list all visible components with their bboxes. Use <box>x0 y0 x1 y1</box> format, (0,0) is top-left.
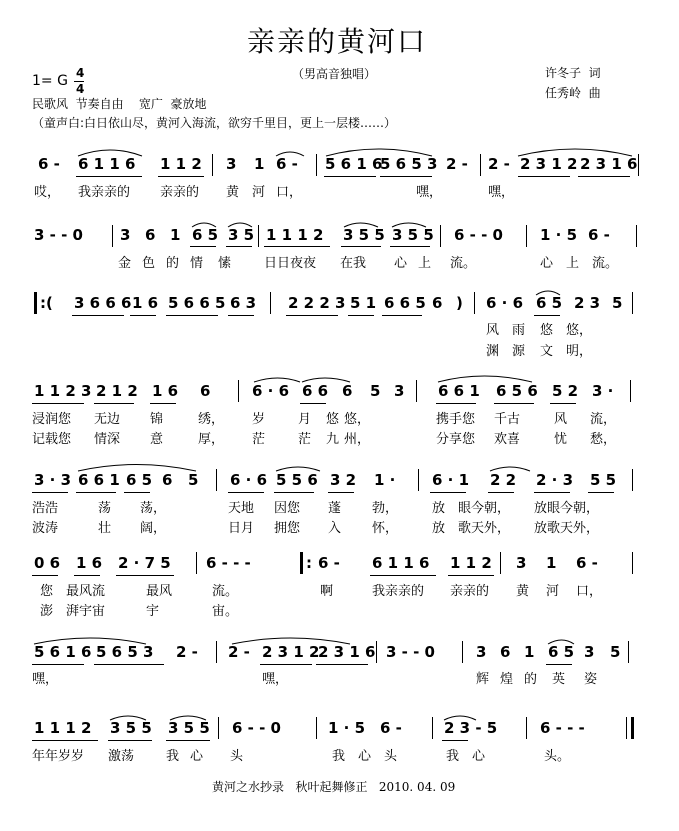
notes: 5 6 1 6 <box>325 155 383 173</box>
slur <box>518 149 632 156</box>
lyric: 天地 <box>228 501 255 516</box>
notes: 2 3 - 5 <box>444 719 498 737</box>
slur <box>302 378 350 382</box>
lyric: 嘿， <box>416 185 443 200</box>
transcription-credit: 黄河之水抄录 秋叶起舞修正 2010. 04. 09 <box>212 780 456 794</box>
lyric: 浩浩 <box>32 501 59 516</box>
lyric: 阔， <box>140 521 167 536</box>
lyric: 文 <box>540 344 554 359</box>
performance-direction: 民歌风 节奏自由 宽广 豪放地 <box>32 97 207 111</box>
notes: 1 6 <box>152 382 179 400</box>
lyric: 心 <box>394 256 408 271</box>
notes: 2 - <box>176 643 198 661</box>
lyric: 愁， <box>590 432 617 447</box>
lyric: 放眼今朝， <box>534 501 600 516</box>
notes: 6 1 1 6 <box>372 554 430 572</box>
key-signature: 1= G <box>32 73 68 89</box>
lyric: 河 <box>546 584 560 599</box>
notes: 6 5 <box>548 643 575 661</box>
lyric: 流。 <box>450 256 477 271</box>
lyric: 头 <box>384 749 398 764</box>
segno-dots: : <box>306 554 312 572</box>
lyric: 嘿， <box>32 672 59 687</box>
notes: 6 <box>145 226 156 244</box>
slur <box>254 378 300 382</box>
notes: 6 5 <box>192 226 219 244</box>
notes: 2 3 1 6 <box>318 643 376 661</box>
notes: 3 5 5 <box>343 226 385 244</box>
lyric: 浸润您 <box>32 412 72 427</box>
notes: 5 <box>610 643 621 661</box>
notes: 1 1 2 <box>450 554 492 572</box>
notes: 6 <box>200 382 211 400</box>
lyric: 头 <box>230 749 244 764</box>
notes: 5 6 5 3 <box>96 643 154 661</box>
lyric: 歌天外， <box>458 521 511 536</box>
lyric: 入 <box>328 521 342 536</box>
lyric: 放 <box>432 521 446 536</box>
notes: 1 1 1 2 <box>34 719 92 737</box>
lyric: 我亲亲的 <box>372 584 425 599</box>
subtitle: （男高音独唱） <box>292 67 377 81</box>
lyric: 流。 <box>212 584 239 599</box>
lyric: 明， <box>566 344 593 359</box>
notes: 2 3 1 2 <box>520 155 578 173</box>
slur <box>392 223 426 227</box>
notes: 3 <box>516 554 527 572</box>
notes: 5 2 <box>552 382 579 400</box>
slur <box>192 223 216 227</box>
notes: 6 5 <box>536 294 563 312</box>
lyric: 厚， <box>198 432 225 447</box>
slur <box>548 640 574 644</box>
notes: 6 6 5 <box>384 294 426 312</box>
notes: 6 1 1 6 <box>78 155 136 173</box>
time-sig-bottom: 4 <box>76 82 85 96</box>
notes: 6 3 <box>230 294 257 312</box>
notes: 3 - - 0 <box>34 226 83 244</box>
lyric: 蓬 <box>328 501 342 516</box>
lyric: 嘿， <box>488 185 515 200</box>
notes: 6 <box>342 382 353 400</box>
notes: 6 - <box>588 226 610 244</box>
slur <box>110 716 146 720</box>
lyric: 情 <box>190 256 204 271</box>
notes: 6 - <box>38 155 60 173</box>
lyric: 黄 <box>226 185 240 200</box>
notes: 6 5 <box>126 471 153 489</box>
notes: 2 2 2 3 <box>288 294 346 312</box>
notes: 6 <box>500 643 511 661</box>
song-title: 亲亲的黄河口 <box>247 25 428 58</box>
notes: 3 2 <box>330 471 357 489</box>
lyric: 辉 <box>476 672 490 687</box>
lyric: 上 <box>418 256 432 271</box>
slur <box>490 467 530 471</box>
notes: 3 <box>584 643 595 661</box>
lyric: 英 <box>552 672 566 687</box>
notes: 2 1 2 <box>96 382 138 400</box>
notes: 6 · 6 <box>252 382 290 400</box>
lyric: 怀， <box>372 521 399 536</box>
notes: 5 6 5 3 <box>380 155 438 173</box>
notes: 6 <box>162 471 173 489</box>
lyric: 流， <box>590 412 617 427</box>
notes: 1 6 <box>76 554 103 572</box>
lyric: 雨 <box>512 323 526 338</box>
notes: 6 - - - <box>206 554 251 572</box>
lyric: 波涛 <box>32 521 59 536</box>
lyric: 情深 <box>94 432 121 447</box>
lyric: 茫 <box>252 432 266 447</box>
lyric: 啊 <box>320 584 334 599</box>
lyric: 悠 <box>540 323 554 338</box>
notes: 6 - - - <box>540 719 585 737</box>
lyric: 心 <box>190 749 204 764</box>
lyric: 金 <box>118 256 132 271</box>
lyric: 日月 <box>228 521 255 536</box>
lyric: 湃宇宙 <box>66 604 106 619</box>
slur <box>438 376 532 382</box>
lyric: 激荡 <box>108 749 135 764</box>
notes: 2 3 <box>574 294 601 312</box>
lyric: 九 <box>326 432 340 447</box>
slur <box>232 638 350 644</box>
lyric: 最风 <box>146 584 173 599</box>
slur <box>276 152 304 156</box>
lyric: 壮 <box>98 521 112 536</box>
notes: 3 6 6 6 <box>74 294 132 312</box>
notes: 1 · 5 <box>328 719 366 737</box>
lyric: 黄 <box>516 584 530 599</box>
notes: 6 5 6 <box>496 382 538 400</box>
lyric: 口， <box>576 584 603 599</box>
intro-narration: （童声白:白日依山尽，黄河入海流，欲穷千里目，更上一层楼……） <box>32 116 397 130</box>
notes: 6 6 <box>302 382 329 400</box>
lyric: 的 <box>166 256 180 271</box>
lyric: 宇 <box>146 604 160 619</box>
notes: 3 5 5 <box>110 719 152 737</box>
lyric: 澎 <box>40 604 54 619</box>
lyric: 眼今朝， <box>458 501 511 516</box>
notes: 2 · 3 <box>536 471 574 489</box>
lyric: 悠， <box>566 323 593 338</box>
notes: 2 2 <box>490 471 517 489</box>
notes: 6 <box>432 294 443 312</box>
lyric: 携手您 <box>436 412 476 427</box>
lyric: 锦 <box>150 412 164 427</box>
repeat-dots: :( <box>40 294 53 312</box>
lyric: 忧 <box>554 432 568 447</box>
composer-credit: 任秀岭 曲 <box>545 86 601 100</box>
slur <box>78 465 196 472</box>
notes: 6 - <box>276 155 298 173</box>
lyric: 月 <box>298 412 312 427</box>
lyric: 因您 <box>274 501 301 516</box>
notes: 3 <box>120 226 131 244</box>
lyric: 荡， <box>140 501 167 516</box>
notes: 5 <box>612 294 623 312</box>
notes: 5 <box>370 382 381 400</box>
notes: 1 <box>170 226 181 244</box>
slur <box>228 223 252 227</box>
lyric: 最风流 <box>66 584 106 599</box>
lyric: 我 <box>446 749 460 764</box>
lyric: 记载您 <box>32 432 72 447</box>
notes: 2 - <box>446 155 468 173</box>
lyric: 州， <box>344 432 371 447</box>
notes: 3 <box>394 382 405 400</box>
lyricist-credit: 许冬子 词 <box>545 66 601 80</box>
lyric: 绣， <box>198 412 225 427</box>
lyric: 头。 <box>544 749 571 764</box>
notes: 5 6 6 5 <box>168 294 226 312</box>
notes: 2 3 1 6 <box>580 155 638 173</box>
lyric: 岁 <box>252 412 266 427</box>
lyric: 心 <box>358 749 372 764</box>
lyric: 嘿， <box>262 672 289 687</box>
lyric: 姿 <box>584 672 598 687</box>
lyric: 渊 <box>486 344 500 359</box>
lyric: 宙。 <box>212 604 239 619</box>
notes: 3 5 5 <box>392 226 434 244</box>
notes: 3 <box>476 643 487 661</box>
lyric: 口， <box>276 185 303 200</box>
lyric: 风 <box>486 323 500 338</box>
lyric: 放 <box>432 501 446 516</box>
notes: 1 1 2 <box>160 155 202 173</box>
notes: 3 5 5 <box>168 719 210 737</box>
lyric: 放歌天外， <box>534 521 600 536</box>
lyric: 风 <box>554 412 568 427</box>
notes: 6 - <box>576 554 598 572</box>
slur <box>34 638 146 644</box>
lyric: 荡 <box>98 501 112 516</box>
close-paren: ) <box>456 294 463 312</box>
notes: 6 - <box>380 719 402 737</box>
notes: 1 <box>524 643 535 661</box>
notes: 6 · 6 <box>230 471 268 489</box>
lyric: 拥您 <box>274 521 301 536</box>
slur <box>78 150 142 156</box>
lyric: 亲亲的 <box>450 584 490 599</box>
lyric: 心 <box>472 749 486 764</box>
lyric: 悠 <box>326 412 340 427</box>
lyric: 茫 <box>298 432 312 447</box>
notes: 1 · <box>374 471 396 489</box>
lyric: 欢喜 <box>494 432 521 447</box>
notes: 2 3 1 2 <box>262 643 320 661</box>
lyric: 勃， <box>372 501 399 516</box>
lyric: 年年岁岁 <box>32 749 85 764</box>
lyric: 河 <box>252 185 266 200</box>
lyric: 我 <box>332 749 346 764</box>
slur <box>170 716 206 720</box>
slur <box>326 149 432 156</box>
notes: 1 1 1 2 <box>266 226 324 244</box>
lyric: 煌 <box>500 672 514 687</box>
lyric: 我 <box>166 749 180 764</box>
slur <box>276 467 320 471</box>
notes: 6 6 1 <box>438 382 480 400</box>
slur <box>536 291 560 295</box>
lyric: 色 <box>142 256 156 271</box>
notes: 6 6 1 <box>78 471 120 489</box>
notes: 3 · <box>592 382 614 400</box>
lyric: 千古 <box>494 412 521 427</box>
notes: 5 <box>188 471 199 489</box>
notes: 1 1 2 3 <box>34 382 92 400</box>
notes: 6 - <box>318 554 340 572</box>
notes: 5 5 6 <box>276 471 318 489</box>
notes: 1 6 <box>132 294 159 312</box>
lyric: 在我 <box>340 256 367 271</box>
notes: 6 · 6 <box>486 294 524 312</box>
time-sig-top: 4 <box>76 66 85 80</box>
notes: 5 5 <box>590 471 617 489</box>
notes: 1 <box>254 155 265 173</box>
notes: 6 - - 0 <box>454 226 503 244</box>
notes: 3 <box>226 155 237 173</box>
lyric: 源 <box>512 344 526 359</box>
notes: 2 · 7 5 <box>118 554 171 572</box>
notes: 1 <box>546 554 557 572</box>
lyric: 意 <box>150 432 164 447</box>
notes: 2 - <box>488 155 510 173</box>
lyric: 我亲亲的 <box>78 185 131 200</box>
lyric: 您 <box>40 584 54 599</box>
notes: 3 5 <box>228 226 255 244</box>
slur <box>344 223 378 227</box>
notes: 1 · 5 <box>540 226 578 244</box>
lyric: 的 <box>524 672 538 687</box>
slur <box>444 716 476 720</box>
notes: 5 1 <box>350 294 377 312</box>
lyric: 上 <box>566 256 580 271</box>
lyric: 哎， <box>34 185 61 200</box>
lyric: 分享您 <box>436 432 476 447</box>
notes: 3 · 3 <box>34 471 72 489</box>
notes: 2 - <box>228 643 250 661</box>
lyric: 心 <box>540 256 554 271</box>
lyric: 亲亲的 <box>160 185 200 200</box>
lyric: 悠， <box>344 412 371 427</box>
notes: 6 - - 0 <box>232 719 281 737</box>
notes: 3 - - 0 <box>386 643 435 661</box>
lyric: 无边 <box>94 412 121 427</box>
notes: 0 6 <box>34 554 61 572</box>
notes: 5 6 1 6 <box>34 643 92 661</box>
lyric: 愫 <box>218 256 232 271</box>
notes: 6 · 1 <box>432 471 470 489</box>
lyric: 日日夜夜 <box>264 256 317 271</box>
lyric: 流。 <box>592 256 619 271</box>
